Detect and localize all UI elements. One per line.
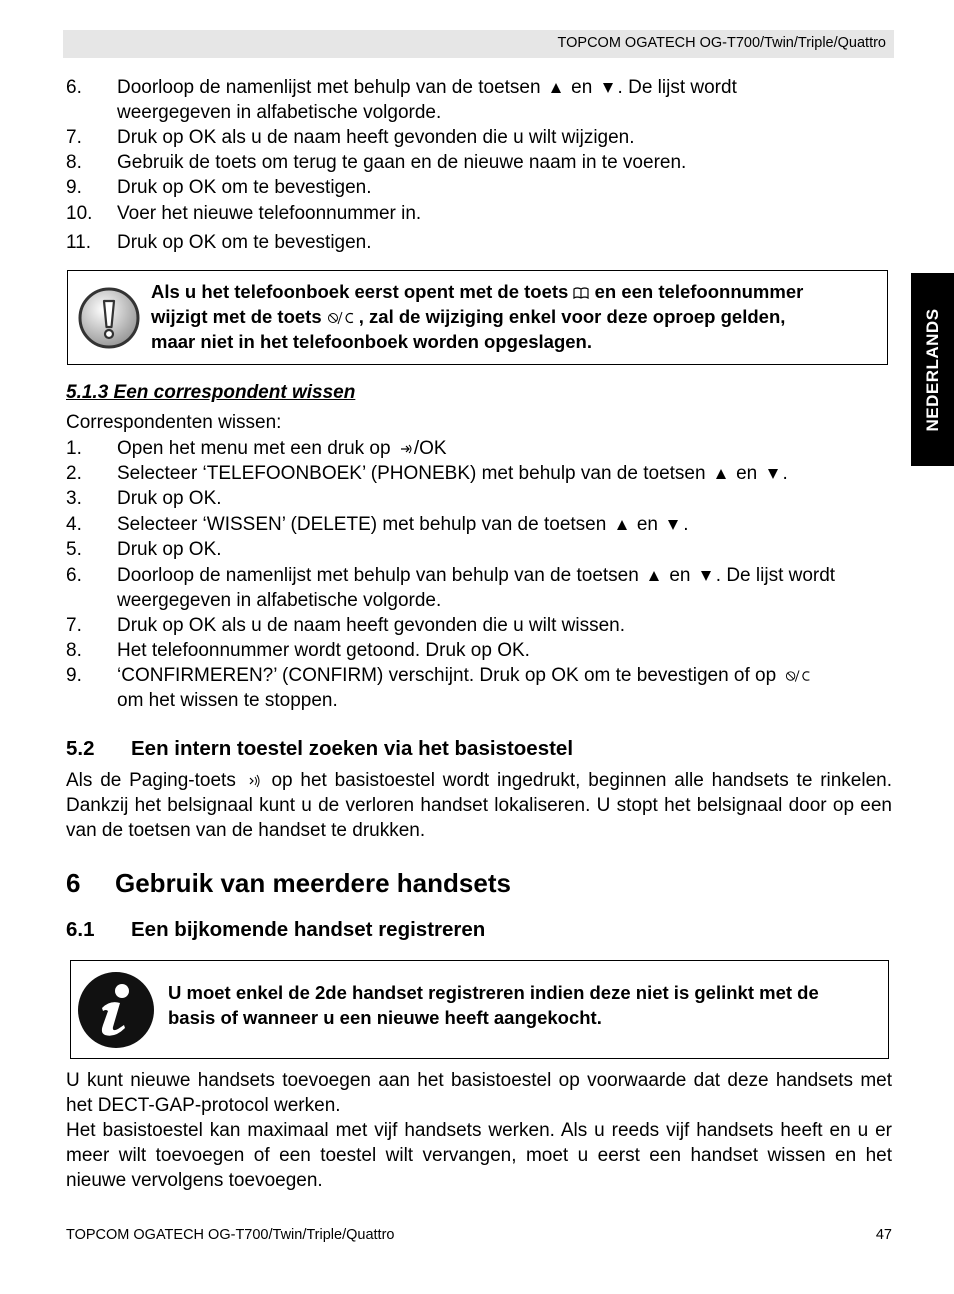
up-arrow-icon <box>551 83 561 93</box>
footer-title: TOPCOM OGATECH OG-T700/Twin/Triple/Quattro <box>66 1227 395 1243</box>
list-item <box>66 175 896 200</box>
note-text: Als u het telefoonboek eerst opent met de toets <box>151 281 569 302</box>
list-item <box>66 512 896 537</box>
down-arrow-icon <box>603 83 613 93</box>
list-item <box>66 75 896 125</box>
item-text: en <box>571 77 593 98</box>
item-text: Druk op OK als u de naam heeft gevonden die u wilt wijzigen. <box>117 127 635 148</box>
intro-text: Correspondenten wissen: <box>66 412 282 433</box>
item-text: Druk op OK om te bevestigen. <box>117 177 372 198</box>
item-text: en <box>669 565 691 586</box>
paging-paragraph <box>66 768 892 843</box>
note-text: basis of wanneer u een nieuwe heeft aangekocht. <box>168 1007 602 1028</box>
item-number: 2. <box>66 463 82 484</box>
paging-icon <box>247 774 261 788</box>
header-title: TOPCOM OGATECH OG-T700/Twin/Triple/Quattro <box>557 35 886 51</box>
warning-note <box>67 270 888 365</box>
item-text: Druk op OK als u de naam heeft gevonden die u wilt wissen. <box>117 615 626 636</box>
list-item <box>66 230 896 255</box>
item-text: ‘CONFIRMEREN?’ (CONFIRM) verschijnt. Druk op OK om te bevestigen of op <box>117 665 777 686</box>
item-text: Het telefoonnummer wordt getoond. Druk op OK. <box>117 640 530 661</box>
down-arrow-icon <box>768 469 778 479</box>
up-arrow-icon <box>617 520 627 530</box>
list-item <box>66 150 896 175</box>
item-number: 8. <box>66 640 82 661</box>
item-number: 8. <box>66 152 82 173</box>
note-text: maar niet in het telefoonboek worden opgeslagen. <box>151 331 592 352</box>
item-text: /OK <box>413 438 447 459</box>
item-text: Druk op OK. <box>117 488 222 509</box>
list-item <box>66 461 896 486</box>
item-text: Open het menu met een druk op <box>117 438 391 459</box>
section-title: Een intern toestel zoeken via het basistoestel <box>131 737 574 760</box>
item-number: 10. <box>66 203 93 224</box>
back-clear-icon <box>327 311 359 325</box>
item-number: 9. <box>66 665 82 686</box>
language-tab-label: NEDERLANDS <box>922 307 942 432</box>
item-text: Druk op OK. <box>117 539 222 560</box>
list-item <box>66 537 896 562</box>
chapter-title: Gebruik van meerdere handsets <box>115 868 511 898</box>
item-number: 9. <box>66 177 82 198</box>
language-tab <box>911 273 954 466</box>
item-text: Selecteer ‘TELEFOONBOEK’ (PHONEBK) met behulp van de toetsen <box>117 463 706 484</box>
subsection-heading: 5.1.3 Een correspondent wissen <box>66 382 356 403</box>
down-arrow-icon <box>701 571 711 581</box>
info-note <box>70 960 889 1059</box>
section-title: Een bijkomende handset registreren <box>131 918 486 941</box>
item-number: 5. <box>66 539 82 560</box>
item-number: 6. <box>66 77 82 98</box>
item-number: 6. <box>66 565 82 586</box>
item-text: . <box>683 514 689 535</box>
item-number: 1. <box>66 438 82 459</box>
item-number: 7. <box>66 615 82 636</box>
section-number: 5.2 <box>66 737 95 760</box>
list-item <box>66 638 896 663</box>
item-text: om het wissen te stoppen. <box>117 690 338 711</box>
list-item <box>66 125 896 150</box>
item-text: . De lijst wordt <box>617 77 737 98</box>
item-text: Druk op OK om te bevestigen. <box>117 232 372 253</box>
paragraph: Het basistoestel kan maximaal met vijf handsets werken. Als u reeds vijf handsets heeft en u er meer wilt toevoegen of een toestel wilt vervangen, moet u eerst een handset wissen en het nieuwe vervolgens toevoegen. <box>66 1120 892 1191</box>
item-text: weergegeven in alfabetische volgorde. <box>117 102 442 123</box>
warning-note-text <box>151 279 881 354</box>
info-icon <box>77 971 155 1049</box>
item-number: 3. <box>66 488 82 509</box>
page-header <box>63 30 894 58</box>
item-text: Selecteer ‘WISSEN’ (DELETE) met behulp van de toetsen <box>117 514 607 535</box>
chapter-number: 6 <box>66 868 81 898</box>
item-text: Doorloop de namenlijst met behulp van behulp van de toetsen <box>117 565 639 586</box>
up-arrow-icon <box>649 571 659 581</box>
item-text: . De lijst wordt <box>715 565 836 586</box>
note-text: en een telefoonnummer <box>594 281 804 302</box>
back-clear-icon <box>785 669 815 683</box>
item-text: en <box>636 514 658 535</box>
up-arrow-icon <box>716 469 726 479</box>
note-text: wijzigt met de toets <box>151 306 322 327</box>
item-text: en <box>736 463 758 484</box>
note-text: U moet enkel de 2de handset registreren indien deze niet is gelinkt met de <box>168 982 819 1003</box>
item-text: Doorloop de namenlijst met behulp van de toetsen <box>117 77 541 98</box>
item-text: weergegeven in alfabetische volgorde. <box>117 590 442 611</box>
section-number: 6.1 <box>66 918 95 941</box>
list-item <box>66 663 896 713</box>
list-item <box>66 201 896 226</box>
paragraph-text: Als de Paging-toets <box>66 770 236 791</box>
phonebook-icon <box>573 287 589 299</box>
list-item <box>66 563 896 613</box>
item-number: 11. <box>66 232 92 253</box>
item-text: Voer het nieuwe telefoonnummer in. <box>117 203 422 224</box>
item-number: 7. <box>66 127 82 148</box>
list-item <box>66 613 896 638</box>
list-item <box>66 436 896 461</box>
chapter-heading <box>66 868 511 899</box>
warning-icon <box>78 287 140 349</box>
menu-enter-icon <box>400 443 414 455</box>
item-text: . <box>782 463 788 484</box>
item-number: 4. <box>66 514 82 535</box>
paragraph: U kunt nieuwe handsets toevoegen aan het basistoestel op voorwaarde dat deze handsets met het DECT-GAP-protocol werken. <box>66 1070 892 1116</box>
page-number: 47 <box>875 1227 892 1243</box>
info-note-text <box>168 980 880 1030</box>
item-text: Gebruik de toets om terug te gaan en de nieuwe naam in te voeren. <box>117 152 687 173</box>
list-item <box>66 486 896 511</box>
paragraph-text: op het basistoestel wordt ingedrukt, beginnen alle handsets te rinkelen. Dankzij het belsignaal kunt u de verloren handset lokaliseren. U stopt het belsignaal door op een van de toetsen van de handset te drukken. <box>66 770 893 841</box>
down-arrow-icon <box>668 520 678 530</box>
note-text: , zal de wijziging enkel voor deze oproep gelden, <box>358 306 786 327</box>
